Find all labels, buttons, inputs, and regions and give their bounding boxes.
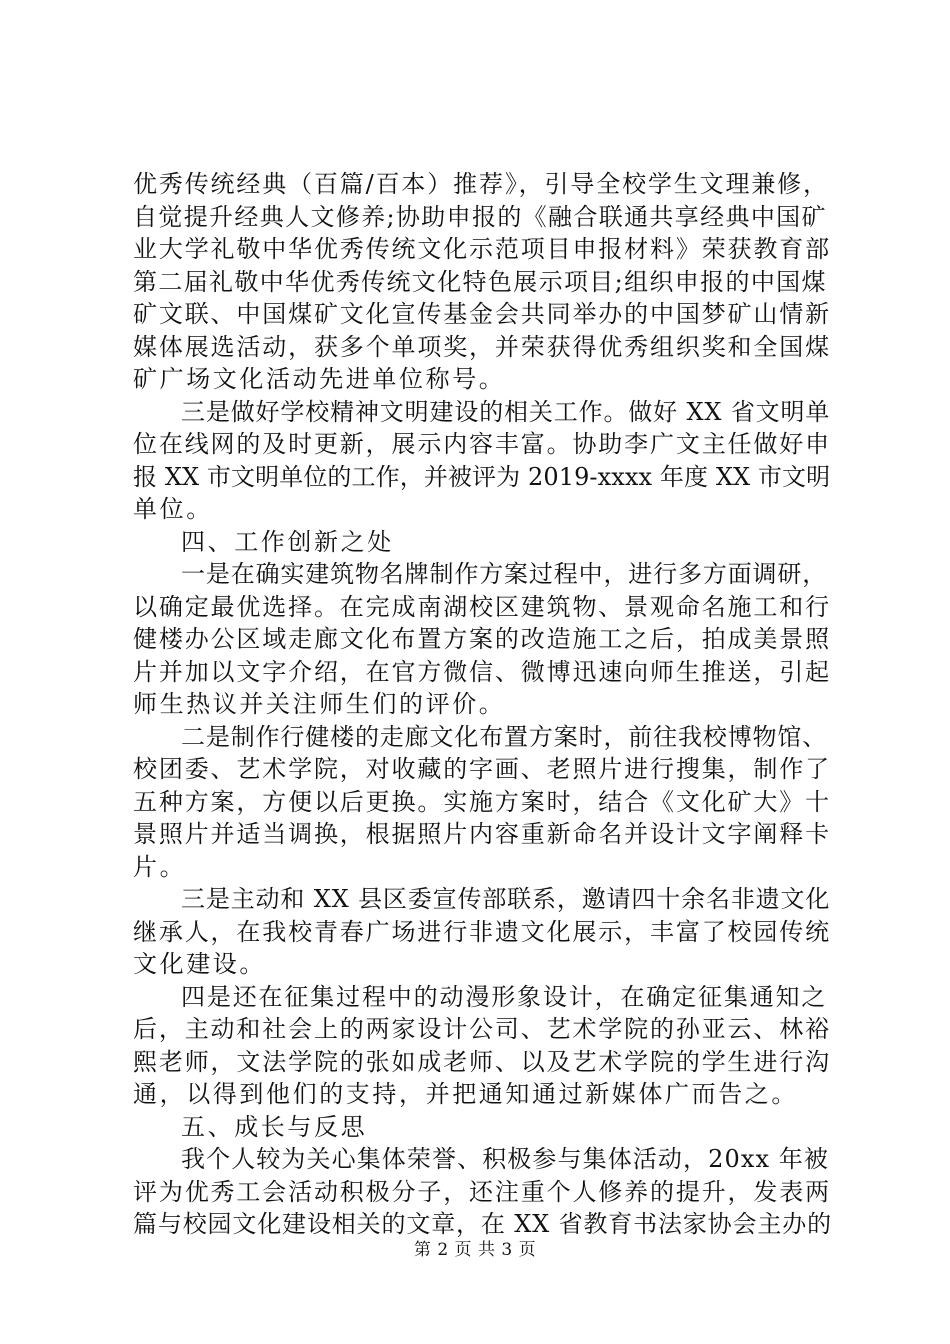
text-line: 一是在确实建筑物名牌制作方案过程中，进行多方面调研，: [181, 560, 828, 588]
text-line: 五种方案，方便以后更换。实施方案时，结合《文化矿大》十: [133, 787, 831, 816]
text-line: 位在线网的及时更新，展示内容丰富。协助李广文主任做好申: [133, 430, 831, 458]
page-footer: 第 2 页 共 3 页: [413, 1240, 537, 1260]
text-line: 第二届礼敬中华优秀传统文化特色展示项目;组织申报的中国煤: [133, 267, 827, 296]
text-line: 二是制作行健楼的走廊文化布置方案时，前往我校博物馆、: [181, 722, 828, 751]
text-line: 四是还在征集过程中的动漫形象设计，在确定征集通知之: [181, 982, 828, 1011]
text-line: 单位。: [133, 495, 213, 523]
text-line: 片并加以文字介绍，在官方微信、微博迅速向师生推送，引起: [133, 657, 831, 686]
text-line: 片。: [133, 852, 187, 881]
text-line: 三是做好学校精神文明建设的相关工作。做好 XX 省文明单: [181, 397, 831, 426]
text-line: 优秀传统经典（百篇/百本）推荐》，引导全校学生文理兼修，: [133, 170, 829, 198]
text-line: 报 XX 市文明单位的工作，并被评为 2019-xxxx 年度 XX 市文明: [133, 462, 831, 491]
text-line: 师生热议并关注师生们的评价。: [133, 690, 506, 718]
text-line: 熙老师，文法学院的张如成老师、以及艺术学院的学生进行沟: [133, 1047, 831, 1076]
text-line: 景照片并适当调换，根据照片内容重新命名并设计文字阐释卡: [133, 820, 831, 848]
text-line: 篇与校园文化建设相关的文章，在 XX 省教育书法家协会主办的: [133, 1210, 832, 1238]
text-line: 我个人较为关心集体荣誉、积极参与集体活动，20xx 年被: [181, 1145, 830, 1173]
text-line: 业大学礼敬中华优秀传统文化示范项目申报材料》荣获教育部: [133, 235, 831, 263]
text-line: 四、工作创新之处: [181, 527, 394, 556]
text-line: 矿文联、中国煤矿文化宣传基金会共同举办的中国梦矿山情新: [133, 300, 831, 328]
text-line: 健楼办公区域走廊文化布置方案的改造施工之后，拍成美景照: [133, 625, 831, 653]
text-line: 矿广场文化活动先进单位称号。: [133, 365, 506, 393]
text-line: 校团委、艺术学院，对收藏的字画、老照片进行搜集，制作了: [133, 755, 831, 783]
text-line: 以确定最优选择。在完成南湖校区建筑物、景观命名施工和行: [133, 592, 831, 621]
text-line: 自觉提升经典人文修养;协助申报的《融合联通共享经典中国矿: [133, 202, 827, 231]
text-line: 后，主动和社会上的两家设计公司、艺术学院的孙亚云、林裕: [133, 1015, 831, 1043]
text-line: 通，以得到他们的支持，并把通知通过新媒体广而告之。: [133, 1080, 798, 1108]
text-line: 媒体展选活动，获多个单项奖，并荣获得优秀组织奖和全国煤: [133, 332, 831, 361]
text-line: 评为优秀工会活动积极分子，还注重个人修养的提升，发表两: [133, 1177, 831, 1206]
text-line: 文化建设。: [133, 950, 266, 978]
text-line: 三是主动和 XX 县区委宣传部联系，邀请四十余名非遗文化: [181, 885, 831, 913]
text-line: 继承人，在我校青春广场进行非遗文化展示，丰富了校园传统: [133, 917, 831, 946]
text-line: 五、成长与反思: [181, 1112, 368, 1141]
document-body: [133, 168, 833, 1241]
